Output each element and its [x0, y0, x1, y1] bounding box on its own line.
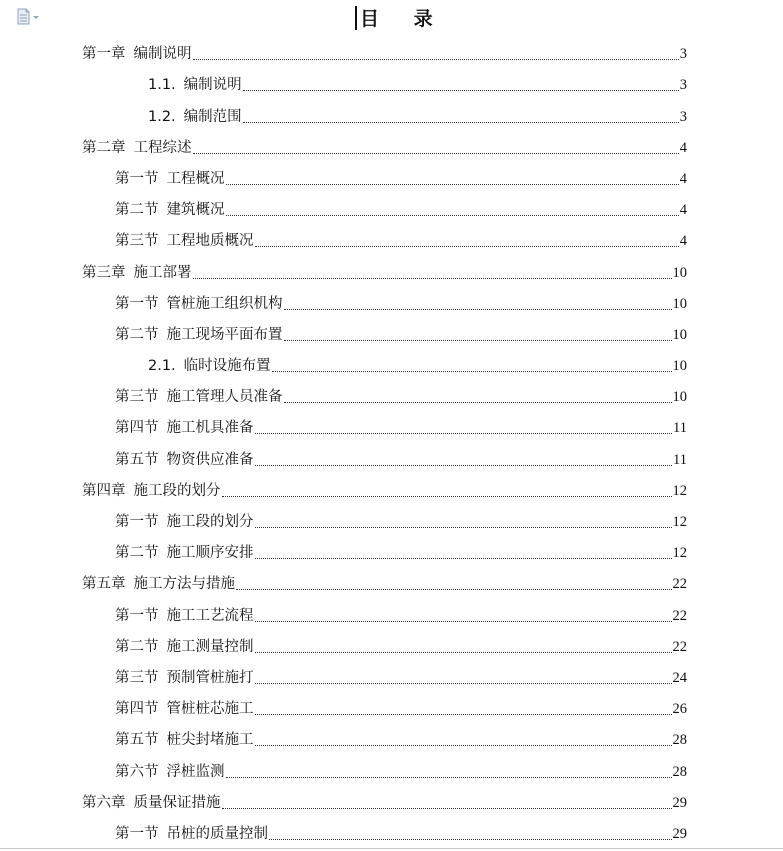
toc-entry-number: 第五节 — [115, 732, 159, 749]
toc-entry[interactable] — [0, 100, 783, 131]
toc-entry-number: 第四章 — [82, 482, 126, 499]
toc-entry-text: 工程概况 — [166, 170, 225, 187]
toc-entry-line — [82, 264, 783, 282]
toc-entry[interactable] — [0, 599, 783, 630]
toc-dot-leader — [222, 495, 672, 497]
toc-entry[interactable] — [0, 132, 783, 163]
toc-entry-label — [115, 607, 254, 625]
toc-entry[interactable] — [0, 443, 783, 474]
toc-entry-label — [115, 295, 283, 313]
toc-entry-label — [115, 170, 225, 188]
toc-entry-label — [115, 763, 225, 781]
toc-entry-label — [115, 669, 254, 687]
toc-entry-line — [115, 451, 783, 469]
toc-entry-text: 预制管桩施打 — [166, 669, 254, 686]
toc-entry-number: 第二节 — [115, 202, 159, 219]
toc-entry[interactable] — [0, 537, 783, 568]
toc-entry-label — [115, 201, 225, 219]
toc-dot-leader — [255, 620, 672, 622]
toc-page-number: 12 — [672, 514, 687, 530]
toc-entry-line — [115, 700, 783, 718]
toc-entry-label — [115, 638, 254, 656]
toc-dot-leader — [236, 588, 672, 590]
toc-entry-text: 施工现场平面布置 — [166, 326, 283, 343]
toc-entry-text: 吊桩的质量控制 — [166, 825, 268, 842]
toc-entry-number: 第一节 — [115, 295, 159, 312]
toc-page-number: 10 — [672, 389, 687, 406]
toc-entry[interactable] — [0, 412, 783, 443]
toc-entry-line — [115, 731, 783, 749]
toc-entry-number: 第二节 — [115, 638, 159, 655]
toc-page-number: 22 — [672, 576, 687, 593]
toc-entry-number: 第一节 — [115, 514, 159, 530]
toc-entry-text: 施工机具准备 — [166, 420, 254, 437]
toc-entry-number: 第一节 — [115, 607, 159, 624]
toc-entry-number: 第四节 — [115, 701, 159, 718]
toc-page-number: 11 — [673, 420, 687, 437]
toc-entry-label — [148, 76, 242, 94]
toc-entry-line — [148, 76, 783, 94]
toc-entry[interactable] — [0, 506, 783, 537]
toc-entry[interactable] — [0, 818, 783, 849]
toc-entry-label — [115, 544, 254, 562]
toc-entry-label — [115, 451, 254, 469]
toc-entry-number: 第一节 — [115, 170, 159, 187]
toc-entry-label — [82, 482, 221, 500]
toc-dot-leader — [255, 713, 672, 715]
toc-entry-text: 施工工艺流程 — [166, 607, 254, 624]
toc-entry-label — [115, 419, 254, 437]
toc-entry[interactable] — [0, 693, 783, 724]
toc-entry[interactable] — [0, 787, 783, 818]
page-bottom-divider — [0, 848, 783, 849]
toc-page-number: 10 — [672, 326, 687, 343]
toc-dot-leader — [272, 370, 672, 372]
toc-entry-line — [115, 513, 783, 531]
toc-page-number: 28 — [672, 732, 687, 749]
toc-entry-text: 工程综述 — [133, 139, 192, 156]
toc-entry-line — [82, 575, 783, 593]
toc-entry-number: 第三节 — [115, 669, 159, 686]
toc-entry-line — [115, 638, 783, 656]
toc-entry[interactable] — [0, 319, 783, 350]
toc-entry-line — [115, 607, 783, 625]
toc-entry-text: 施工管理人员准备 — [166, 389, 283, 406]
toc-entry[interactable] — [0, 475, 783, 506]
toc-entry-text: 施工部署 — [133, 264, 192, 281]
toc-page-number: 11 — [673, 451, 687, 468]
toc-entry[interactable] — [0, 69, 783, 100]
toc-entry-label — [82, 575, 235, 593]
toc-entry-text: 施工段的划分 — [133, 482, 221, 499]
toc-entry-number: 第五节 — [115, 451, 159, 468]
toc-entry-line — [82, 139, 783, 157]
toc-entry[interactable] — [0, 288, 783, 319]
toc-entry-line — [82, 482, 783, 500]
toc-entry-number: 第六章 — [82, 794, 126, 811]
toc-entry-text: 桩尖封堵施工 — [166, 732, 254, 749]
toc-entry-label — [82, 139, 192, 157]
toc-entry-line — [115, 825, 783, 843]
toc-page-number: 10 — [672, 264, 687, 281]
toc-dot-leader — [255, 744, 672, 746]
toc-entry-number: 第二节 — [115, 326, 159, 343]
toc-entry-number: 第四节 — [115, 420, 159, 437]
toc-dot-leader — [255, 432, 673, 434]
toc-entry-label — [115, 731, 254, 749]
toc-page-number: 12 — [672, 545, 687, 562]
toc-entry-text: 编制范围 — [183, 108, 242, 125]
toc-entry-label — [82, 794, 221, 812]
table-of-contents — [0, 38, 783, 849]
toc-entry-number: 第一节 — [115, 825, 159, 842]
toc-dot-leader — [284, 308, 672, 310]
text-cursor — [355, 6, 357, 30]
toc-entry-label — [115, 825, 268, 843]
toc-dot-leader — [255, 557, 672, 559]
toc-entry-line — [115, 326, 783, 344]
toc-dot-leader — [255, 464, 673, 466]
toc-entry[interactable] — [0, 256, 783, 287]
toc-dot-leader — [226, 214, 679, 216]
toc-entry-text: 施工方法与措施 — [133, 576, 235, 593]
toc-entry-number: 第一章 — [82, 46, 126, 63]
toc-entry-label — [115, 326, 283, 344]
toc-page-number: 10 — [672, 295, 687, 312]
toc-entry-line — [115, 295, 783, 313]
toc-entry[interactable] — [0, 662, 783, 693]
toc-page-number: 28 — [672, 763, 687, 780]
toc-entry-number: 第六节 — [115, 763, 159, 780]
toc-entry-text: 建筑概况 — [166, 202, 225, 219]
toc-dot-leader — [243, 89, 679, 91]
toc-entry-line — [82, 794, 783, 812]
toc-dot-leader — [255, 682, 672, 684]
toc-entry[interactable] — [0, 381, 783, 412]
toc-entry-line — [148, 108, 783, 126]
toc-entry-text: 质量保证措施 — [133, 794, 221, 811]
toc-entry[interactable] — [0, 724, 783, 755]
toc-page-number: 24 — [672, 669, 687, 686]
toc-page-number: 4 — [679, 233, 687, 250]
toc-dot-leader — [193, 277, 672, 279]
toc-page-number: 12 — [672, 482, 687, 499]
toc-entry-text: 编制说明 — [183, 77, 242, 94]
toc-entry-label — [82, 45, 192, 63]
toc-entry-label — [115, 513, 254, 531]
toc-dot-leader — [226, 183, 679, 185]
toc-entry-number: 第三章 — [82, 264, 126, 281]
toc-entry-line — [115, 201, 783, 219]
toc-entry-label — [115, 232, 254, 250]
toc-entry-text: 管桩施工组织机构 — [166, 295, 283, 312]
toc-entry-label — [115, 700, 254, 718]
toc-entry-line — [115, 544, 783, 562]
toc-page-number: 3 — [679, 46, 687, 63]
toc-entry-text: 管桩桩芯施工 — [166, 701, 254, 718]
toc-dot-leader — [255, 651, 672, 653]
toc-entry-number: 1.2. — [148, 108, 176, 125]
toc-entry[interactable] — [0, 225, 783, 256]
toc-entry-text: 工程地质概况 — [166, 233, 254, 250]
toc-entry-line — [115, 419, 783, 437]
toc-page-number: 4 — [679, 139, 687, 156]
toc-entry-text: 施工测量控制 — [166, 638, 254, 655]
toc-page-number: 29 — [672, 794, 687, 811]
toc-entry-number: 第二节 — [115, 545, 159, 562]
toc-entry-number: 第二章 — [82, 139, 126, 156]
toc-entry-number: 2.1. — [148, 358, 176, 375]
toc-dot-leader — [243, 121, 679, 123]
toc-dot-leader — [255, 245, 679, 247]
title-area — [0, 2, 783, 32]
toc-entry-line — [115, 669, 783, 687]
toc-entry-text: 浮桩监测 — [166, 763, 225, 780]
toc-dot-leader — [226, 776, 672, 778]
toc-dot-leader — [284, 401, 672, 403]
toc-entry[interactable] — [0, 350, 783, 381]
toc-entry-number: 第五章 — [82, 576, 126, 593]
toc-entry[interactable] — [0, 163, 783, 194]
toc-entry-label — [115, 388, 283, 406]
toc-entry-label — [148, 357, 271, 375]
toc-entry[interactable] — [0, 38, 783, 69]
toc-page-number: 29 — [672, 825, 687, 842]
toc-entry-label — [82, 264, 192, 282]
toc-entry-text: 施工顺序安排 — [166, 545, 254, 562]
toc-entry-text: 临时设施布置 — [183, 358, 271, 375]
toc-entry-text: 编制说明 — [133, 46, 192, 63]
toc-dot-leader — [222, 807, 672, 809]
toc-entry-line — [115, 232, 783, 250]
toc-entry-text: 施工段的划分 — [166, 514, 254, 530]
toc-entry-line — [115, 763, 783, 781]
toc-entry-line — [115, 388, 783, 406]
toc-dot-leader — [193, 152, 679, 154]
toc-entry-number: 第三节 — [115, 389, 159, 406]
toc-dot-leader — [284, 339, 672, 341]
toc-dot-leader — [255, 526, 672, 528]
toc-entry-number: 第三节 — [115, 233, 159, 250]
toc-page-number: 3 — [679, 108, 687, 125]
toc-page-number: 10 — [672, 358, 687, 375]
toc-entry-number: 1.1. — [148, 77, 176, 94]
toc-page-number: 26 — [672, 701, 687, 718]
toc-page-number: 4 — [679, 202, 687, 219]
toc-entry[interactable] — [0, 755, 783, 786]
toc-entry-text: 物资供应准备 — [166, 451, 254, 468]
toc-page-number: 22 — [672, 638, 687, 655]
toc-page-number: 4 — [679, 170, 687, 187]
toc-page-number: 22 — [672, 607, 687, 624]
toc-dot-leader — [193, 58, 679, 60]
toc-page-number: 3 — [679, 77, 687, 94]
toc-entry[interactable] — [0, 568, 783, 599]
toc-entry[interactable] — [0, 631, 783, 662]
toc-entry[interactable] — [0, 194, 783, 225]
toc-entry-line — [115, 170, 783, 188]
toc-title: 目 录 — [360, 8, 447, 30]
toc-dot-leader — [269, 838, 672, 840]
toc-entry-label — [148, 108, 242, 126]
toc-entry-line — [148, 357, 783, 375]
toc-entry-line — [82, 45, 783, 63]
